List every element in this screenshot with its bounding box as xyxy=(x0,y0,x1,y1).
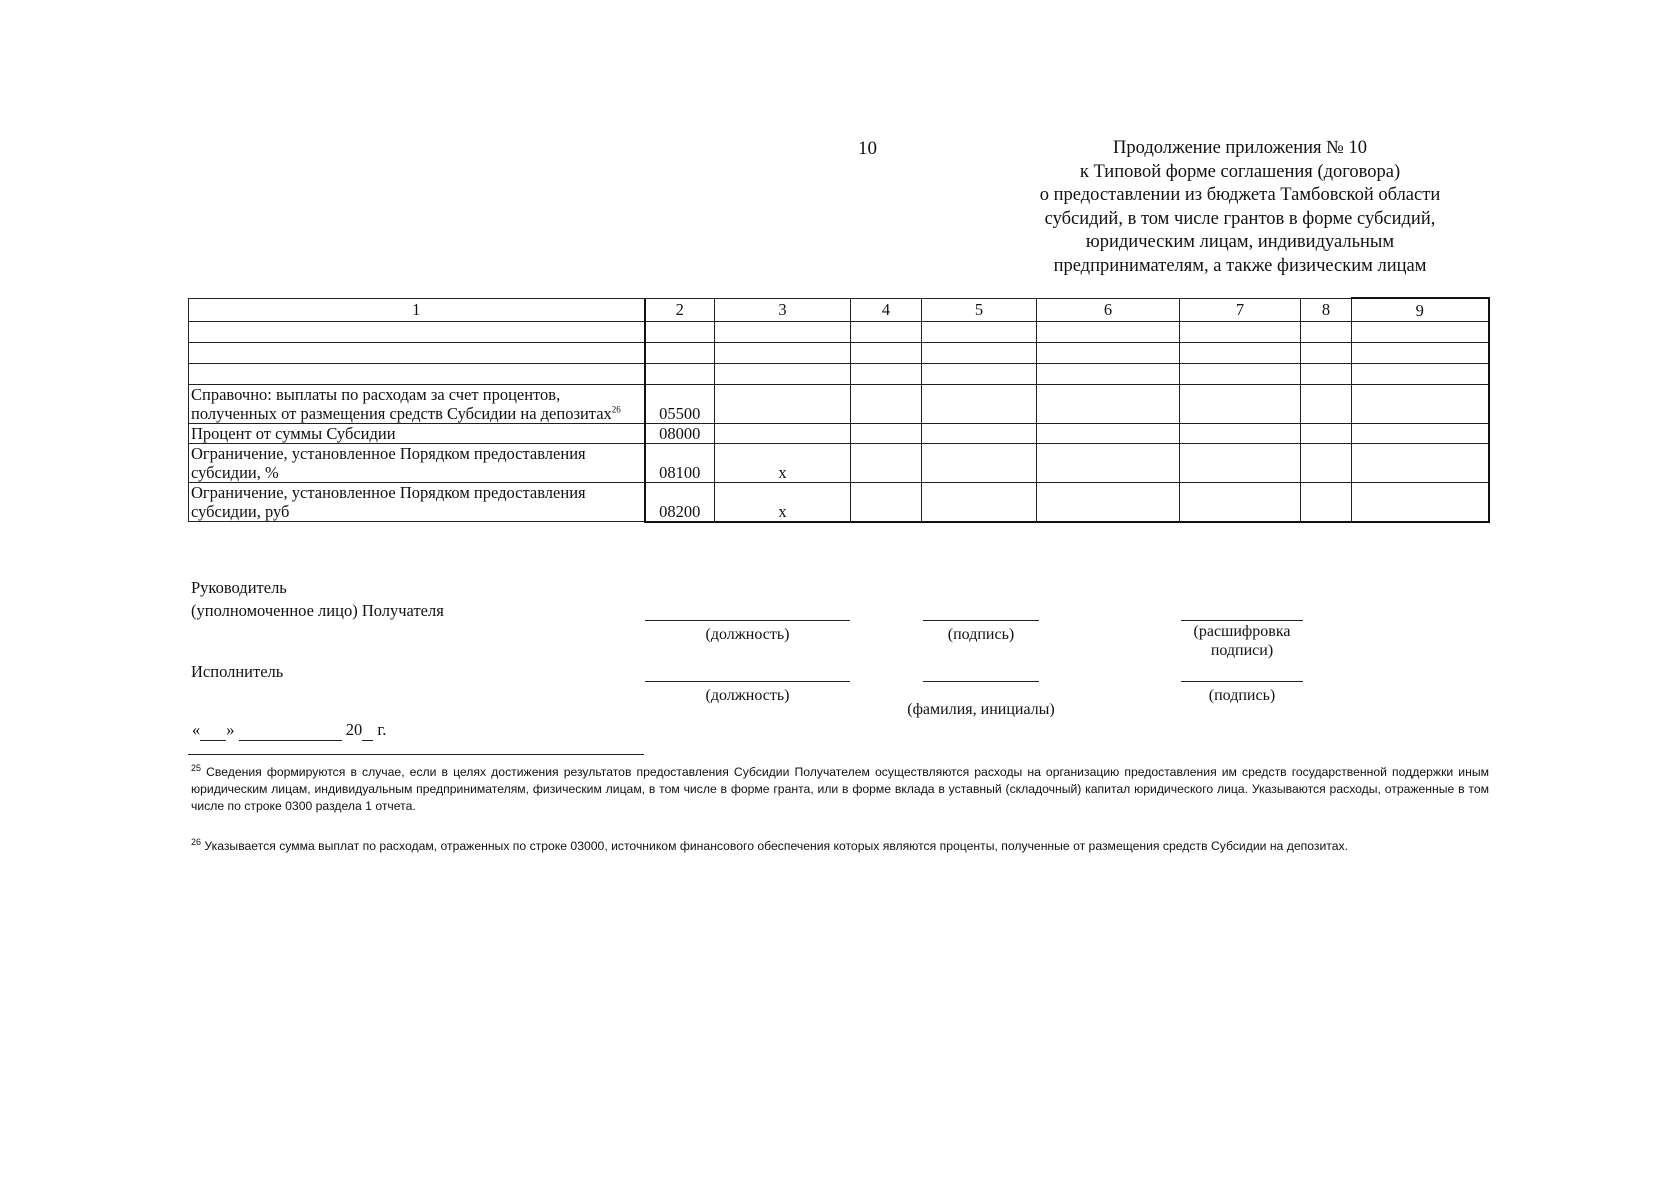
executor-name-line xyxy=(923,681,1039,682)
head-signature-caption: (подпись) xyxy=(947,626,1015,643)
table-row xyxy=(189,424,1489,444)
col3-cell xyxy=(715,385,851,424)
table-cell xyxy=(1180,322,1301,343)
column-number: 8 xyxy=(1301,298,1352,322)
column-number: 7 xyxy=(1180,298,1301,322)
table-cell xyxy=(1180,343,1301,364)
footnote-number: 26 xyxy=(191,836,202,847)
row-code: 08000 xyxy=(645,424,715,444)
table-cell xyxy=(1352,322,1489,343)
col3-cell: x xyxy=(715,444,851,483)
table-cell xyxy=(851,385,922,424)
row-code: 08200 xyxy=(645,483,715,522)
column-number: 2 xyxy=(645,298,715,322)
table-cell xyxy=(1180,364,1301,385)
table-cell xyxy=(715,322,851,343)
table-row xyxy=(189,444,1489,483)
table-cell xyxy=(1037,483,1180,522)
table-cell xyxy=(922,385,1037,424)
table-cell xyxy=(851,444,922,483)
table-cell xyxy=(1301,364,1352,385)
table-cell xyxy=(1352,444,1489,483)
date-year-prefix: 20 xyxy=(345,720,363,739)
date-close-quote: » xyxy=(226,720,235,739)
head-decoding-caption: (расшифровка подписи) xyxy=(1193,623,1291,659)
executor-signature-caption: (подпись) xyxy=(1208,687,1276,704)
column-number-row xyxy=(189,298,1489,322)
row-label-text: Процент от суммы Субсидии xyxy=(191,424,396,443)
row-label xyxy=(189,483,645,522)
head-signature-line xyxy=(923,620,1039,621)
table-cell xyxy=(1037,385,1180,424)
table-cell xyxy=(1301,322,1352,343)
appendix-header xyxy=(1010,137,1470,278)
table-cell xyxy=(645,322,715,343)
table-cell xyxy=(1037,424,1180,444)
column-number: 1 xyxy=(189,298,645,322)
footnote-25 xyxy=(191,764,1489,815)
head-position-line xyxy=(645,620,850,621)
head-label-sub: (уполномоченное лицо) Получателя xyxy=(191,601,444,620)
table-cell xyxy=(1180,385,1301,424)
column-number: 3 xyxy=(715,298,851,322)
blank-row xyxy=(189,322,1489,343)
footnote-ref: 26 xyxy=(611,404,621,415)
row-label xyxy=(189,444,645,483)
row-label xyxy=(189,385,645,424)
table-cell xyxy=(851,424,922,444)
column-number: 9 xyxy=(1352,298,1489,322)
table-cell xyxy=(1301,444,1352,483)
table-row xyxy=(189,385,1489,424)
table-cell xyxy=(645,343,715,364)
row-code: 05500 xyxy=(645,385,715,424)
column-number: 5 xyxy=(922,298,1037,322)
head-label: Руководитель xyxy=(191,578,287,597)
header-line: предпринимателям, а также физическим лицам xyxy=(1053,255,1427,276)
table-cell xyxy=(1037,364,1180,385)
report-table xyxy=(188,297,1490,523)
row-code: 08100 xyxy=(645,444,715,483)
blank-row xyxy=(189,343,1489,364)
table-cell xyxy=(1180,483,1301,522)
executor-signature-line xyxy=(1181,681,1303,682)
table-cell xyxy=(851,483,922,522)
head-position-caption: (должность) xyxy=(705,626,790,643)
table-cell xyxy=(851,364,922,385)
header-line: Продолжение приложения № 10 xyxy=(1113,138,1367,158)
blank-row xyxy=(189,364,1489,385)
table-cell xyxy=(1352,343,1489,364)
header-line: юридическим лицам, индивидуальным xyxy=(1085,232,1395,252)
table-row xyxy=(189,483,1489,522)
row-label xyxy=(189,424,645,444)
table-cell xyxy=(1037,444,1180,483)
col3-cell: x xyxy=(715,483,851,522)
table-cell xyxy=(1352,385,1489,424)
executor-position-line xyxy=(645,681,850,682)
footnote-text: Указывается сумма выплат по расходам, отраженных по строке 03000, источником финансового обеспечения которых являются проценты, полученные от размещения средств Субсидии на депозитах. xyxy=(204,839,1348,853)
table-cell xyxy=(1301,343,1352,364)
table-cell xyxy=(1301,483,1352,522)
table-cell xyxy=(189,343,645,364)
table-cell xyxy=(922,343,1037,364)
table-cell xyxy=(645,364,715,385)
table-cell xyxy=(189,322,645,343)
header-line: к Типовой форме соглашения (договора) xyxy=(1079,161,1401,182)
table-cell xyxy=(715,343,851,364)
header-line: о предоставлении из бюджета Тамбовской области xyxy=(1039,185,1441,205)
table-cell xyxy=(1352,424,1489,444)
row-label-text: Ограничение, установленное Порядком предоставления субсидии, % xyxy=(191,444,586,482)
table-cell xyxy=(851,343,922,364)
date-day-blank xyxy=(200,720,226,741)
table-cell xyxy=(1180,424,1301,444)
table-cell xyxy=(1037,322,1180,343)
footnote-26 xyxy=(191,838,1489,855)
executor-label: Исполнитель xyxy=(191,662,284,681)
date-open-quote: « xyxy=(192,720,201,739)
table-cell xyxy=(1301,385,1352,424)
table-cell xyxy=(922,322,1037,343)
date-line xyxy=(192,720,386,741)
page-number: 10 xyxy=(858,138,877,159)
header-line: субсидий, в том числе грантов в форме субсидий, xyxy=(1044,208,1436,229)
table-cell xyxy=(922,364,1037,385)
footnote-separator xyxy=(188,754,644,755)
column-number: 6 xyxy=(1037,298,1180,322)
table-cell xyxy=(922,424,1037,444)
head-decoding-line xyxy=(1181,620,1303,621)
date-month-blank xyxy=(239,720,342,741)
table-cell xyxy=(922,444,1037,483)
table-cell xyxy=(922,483,1037,522)
table-cell xyxy=(851,322,922,343)
footnote-text: Сведения формируются в случае, если в целях достижения результатов предоставления Субсидии Получателем осуществляются расходы на организацию предоставления им средств государственной поддержки иным юридическим лицам, индивидуальным предпринимателям, физическим лицам, в том числе в форме гранта, или в форме вклада в уставный (складочный) капитал юридического лица. Указываются расходы, отраженные в том числе по строке 0300 раздела 1 отчета. xyxy=(191,765,1489,813)
col3-cell xyxy=(715,424,851,444)
table-cell xyxy=(715,364,851,385)
table-cell xyxy=(189,364,645,385)
column-number: 4 xyxy=(851,298,922,322)
table-cell xyxy=(1352,483,1489,522)
footnote-number: 25 xyxy=(191,762,202,773)
date-year-blank xyxy=(362,720,373,741)
date-year-suffix: г. xyxy=(373,720,387,739)
row-label-text: Справочно: выплаты по расходам за счет процентов, полученных от размещения средств Субсидии на депозитах xyxy=(191,385,612,423)
executor-name-caption: (фамилия, инициалы) xyxy=(907,701,1055,718)
row-label-text: Ограничение, установленное Порядком предоставления субсидии, руб xyxy=(191,483,586,521)
table-cell xyxy=(1352,364,1489,385)
table-cell xyxy=(1301,424,1352,444)
executor-position-caption: (должность) xyxy=(705,687,790,704)
table-cell xyxy=(1180,444,1301,483)
table-cell xyxy=(1037,343,1180,364)
